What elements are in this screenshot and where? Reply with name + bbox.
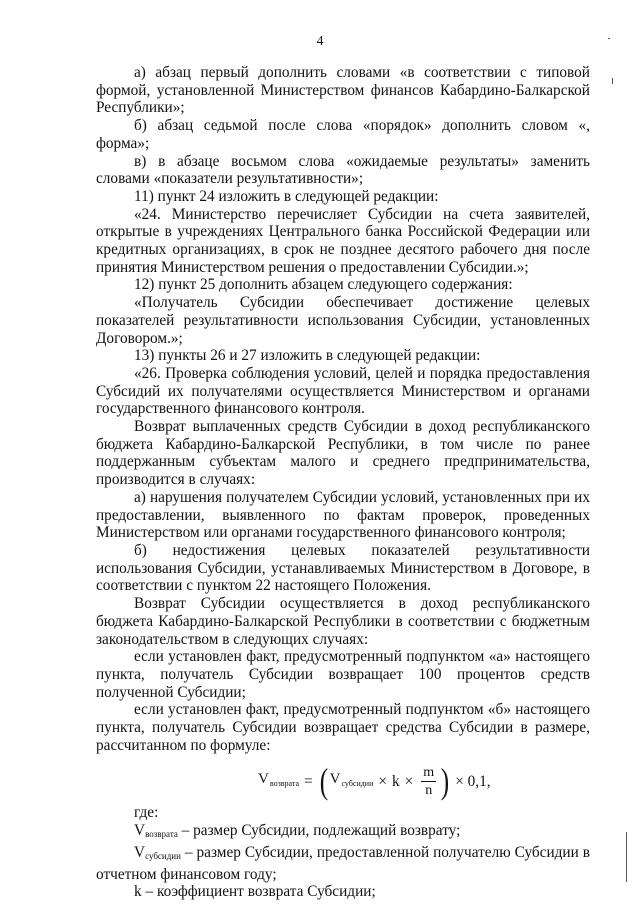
paragraph: в) в абзаце восьмом слова «ожидаемые результаты» заменить словами «показатели результативности»; bbox=[96, 152, 590, 188]
definition: $V_{субсидии}$ – размер Субсидии, предоставленной получателю Субсидии в отчетном финансовом году; bbox=[96, 843, 590, 883]
paragraph: а) абзац первый дополнить словами «в соответствии с типовой формой, установленной Министерством финансов Кабардино-Балкарской Республики»; bbox=[96, 64, 590, 117]
fraction-denominator: n bbox=[425, 782, 433, 798]
scan-mark bbox=[612, 78, 613, 84]
formula-equals: = bbox=[304, 772, 313, 790]
paragraph: а) нарушения получателем Субсидии условий, установленных при их предоставлении, выявленного по фактам проверок, проведенных Министерством или органами государственного финансового контроля; bbox=[96, 488, 590, 542]
formula-tail: × 0,1, bbox=[455, 772, 491, 790]
formula-k: k bbox=[392, 772, 400, 790]
paragraph: «26. Проверка соблюдения условий, целей и порядка предоставления Субсидий их получателями осуществляется Министерством и органами государственного финансового контроля. bbox=[96, 364, 590, 418]
paragraph: 13) пункты 26 и 27 изложить в следующей редакции: bbox=[134, 347, 481, 365]
definition: $V_{возврата}$ – размер Субсидии, подлежащий возврату; bbox=[134, 822, 461, 840]
formula-times: × bbox=[404, 772, 414, 790]
paragraph: Возврат выплаченных средств Субсидии в доход республиканского бюджета Кабардино-Балкарской Республики, в том числе по ранее поддержанным субъектам малого и среднего предпринимательства, производится в случаях: bbox=[96, 418, 590, 489]
right-paren-icon: ) bbox=[440, 761, 450, 802]
definition: k – коэффициент возврата Субсидии; bbox=[134, 883, 376, 901]
paragraph: 12) пункт 25 дополнить абзацем следующего содержания: bbox=[134, 276, 513, 294]
paragraph: 11) пункт 24 изложить в следующей редакции: bbox=[134, 187, 439, 205]
left-paren-icon: ( bbox=[319, 761, 328, 802]
formula-fraction bbox=[421, 765, 436, 798]
scan-mark bbox=[608, 38, 610, 39]
refund-formula bbox=[96, 759, 590, 803]
where-label: где: bbox=[134, 804, 159, 822]
page-number: 4 bbox=[316, 34, 324, 49]
formula-times: × bbox=[378, 772, 387, 790]
scan-mark bbox=[626, 832, 627, 882]
paragraph: «24. Министерство перечисляет Субсидии на счета заявителей, открытые в учреждениях Центрального банка Российской Федерации или кредитных организациях, в срок не позднее десятого рабочего дня после принятия Министерством решения о предоставлении Субсидии.»; bbox=[96, 205, 590, 276]
fraction-numerator: m bbox=[423, 764, 435, 780]
paragraph: если установлен факт, предусмотренный подпунктом «а» настоящего пункта, получатель Субсидии возвращает 100 процентов средств полученной Субсидии; bbox=[96, 648, 590, 701]
paragraph: б) недостижения целевых показателей результативности использования Субсидии, устанавливаемых Министерством в Договоре, в соответствии с пунктом 22 настоящего Положения. bbox=[96, 541, 590, 595]
paragraph: если установлен факт, предусмотренный подпунктом «б» настоящего пункта, получатель Субсидии возвращает средства Субсидии в размере, рассчитанном по формуле: bbox=[96, 701, 590, 754]
formula-subsidy: $V_{субсидии}$ bbox=[329, 770, 374, 788]
formula-lhs: $V_{возврата}$ bbox=[258, 770, 299, 788]
document-body bbox=[96, 64, 590, 901]
paragraph: «Получатель Субсидии обеспечивает достижение целевых показателей результативности использования Субсидии, установленных Договором.»; bbox=[96, 294, 590, 347]
paragraph: Возврат Субсидии осуществляется в доход республиканского бюджета Кабардино-Балкарской Республики в соответствии с бюджетным законодательством в следующих случаях: bbox=[96, 595, 590, 648]
paragraph: б) абзац седьмой после слова «порядок» дополнить словом «, форма»; bbox=[96, 117, 590, 152]
